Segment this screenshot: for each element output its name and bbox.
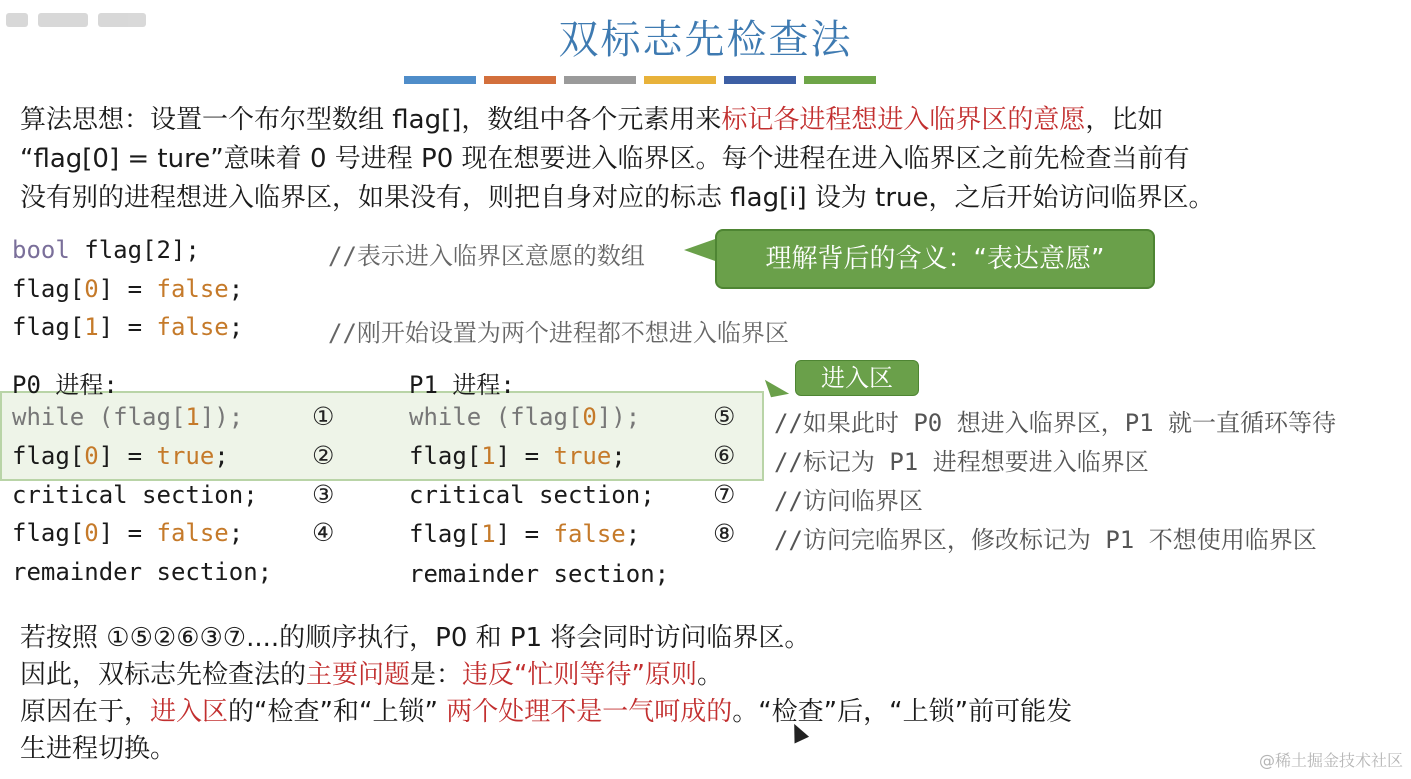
code-comment: //表示进入临界区意愿的数组 — [328, 242, 645, 270]
code-text: flag[2]; — [69, 236, 200, 264]
step-marker: ② — [312, 441, 335, 470]
code-value: true — [156, 442, 215, 470]
code-number: 1 — [185, 403, 200, 431]
code-text: flag[ — [12, 442, 85, 470]
code-comment: //刚开始设置为两个进程都不想进入临界区 — [328, 319, 789, 347]
step-marker: ③ — [312, 480, 335, 509]
code-text: (flag[ — [481, 403, 583, 431]
text: 因此，双标志先检查法的 — [20, 660, 307, 690]
watermark: @稀土掘金技术社区 — [1258, 751, 1403, 770]
para-line: 没有别的进程想进入临界区，如果没有，则把自身对应的标志 flag[i] 设为 true，之后开始访问临界区。 — [20, 183, 1215, 213]
code-text: ; — [611, 442, 626, 470]
color-bar — [644, 76, 716, 84]
conclusion-line — [20, 694, 1350, 731]
code-text: flag[ — [409, 442, 482, 470]
code-comment: //标记为 P1 进程想要进入临界区 — [774, 448, 1149, 476]
code-decl-2 — [12, 275, 243, 303]
code-number: 0 — [582, 403, 597, 431]
code-text: flag[ — [12, 275, 85, 303]
code-keyword: bool — [12, 236, 70, 264]
highlight: 主要问题 — [306, 660, 411, 690]
code-text: ] = — [495, 520, 554, 548]
p0-line-1 — [12, 403, 243, 431]
color-bar — [724, 76, 796, 84]
code-value: false — [156, 519, 229, 547]
code-value: false — [553, 520, 626, 548]
code-value: false — [156, 275, 229, 303]
p1-line-5: remainder section; — [409, 560, 670, 588]
p0-header: P0 进程: — [12, 371, 118, 399]
p1-line-4 — [409, 520, 640, 548]
text: 是： — [410, 660, 463, 690]
color-bar — [804, 76, 876, 84]
highlight: 两个处理不是一气呵成的 — [446, 697, 733, 727]
para-line — [20, 101, 1400, 140]
highlight: 违反“忙则等待”原则 — [462, 660, 697, 690]
code-text: ; — [625, 520, 641, 548]
p1-header: P1 进程: — [409, 371, 515, 399]
code-decl-3 — [12, 313, 243, 341]
callout-meaning: 理解背后的含义：“表达意愿” — [715, 229, 1155, 289]
code-text: ] = — [98, 275, 157, 303]
code-number: 0 — [84, 275, 99, 303]
code-keyword: while — [12, 403, 85, 431]
highlight: 进入区 — [150, 697, 229, 727]
code-comment: //访问临界区 — [774, 487, 923, 515]
p0-line-5: remainder section; — [12, 558, 273, 586]
conclusion-text — [20, 620, 1350, 768]
code-value: true — [553, 442, 612, 470]
code-number: 0 — [84, 442, 99, 470]
code-text: ]); — [596, 403, 641, 431]
text: 的“检查”和“上锁” — [228, 697, 447, 727]
text: 原因在于， — [20, 697, 151, 727]
code-text: ] = — [495, 442, 554, 470]
code-decl-1 — [12, 236, 200, 264]
p0-line-4 — [12, 519, 243, 547]
code-text: ] = — [98, 313, 157, 341]
code-number: 0 — [84, 519, 99, 547]
code-text: ]); — [199, 403, 244, 431]
p1-line-1 — [409, 403, 640, 431]
code-comment: //访问完临界区，修改标记为 P1 不想使用临界区 — [774, 526, 1317, 554]
code-value: false — [156, 313, 229, 341]
step-marker: ① — [312, 402, 335, 431]
code-number: 1 — [481, 520, 496, 548]
code-text: ] = — [98, 519, 157, 547]
p0-line-3: critical section; — [12, 481, 258, 509]
step-marker: ⑧ — [713, 519, 736, 548]
step-marker: ⑦ — [713, 480, 736, 509]
code-text: ] = — [98, 442, 157, 470]
color-bar — [404, 76, 476, 84]
p1-line-3: critical section; — [409, 481, 655, 509]
p0-line-2 — [12, 442, 229, 470]
para-text: ，比如 — [1085, 105, 1164, 135]
code-text: ; — [228, 275, 244, 303]
code-keyword: while — [409, 403, 482, 431]
color-bar — [484, 76, 556, 84]
para-highlight: 标记各进程想进入临界区的意愿 — [721, 105, 1086, 135]
code-number: 1 — [481, 442, 496, 470]
code-comment: //如果此时 P0 想进入临界区，P1 就一直循环等待 — [774, 409, 1337, 437]
code-text: flag[ — [12, 519, 85, 547]
para-line: “flag[0] = ture”意味着 0 号进程 P0 现在想要进入临界区。每个进程在进入临界区之前先检查当前有 — [20, 144, 1190, 174]
code-text: ; — [214, 442, 229, 470]
conclusion-line — [20, 657, 1350, 694]
callout-pointer — [684, 238, 718, 262]
text: 。 — [697, 660, 724, 690]
conclusion-line: 生进程切换。 — [20, 734, 177, 764]
code-text: (flag[ — [84, 403, 186, 431]
step-marker: ⑥ — [713, 441, 736, 470]
conclusion-line: 若按照 ①⑤②⑥③⑦....的顺序执行，P0 和 P1 将会同时访问临界区。 — [20, 623, 811, 653]
code-number: 1 — [84, 313, 99, 341]
algorithm-description — [20, 101, 1400, 218]
para-text: 算法思想：设置一个布尔型数组 flag[]，数组中各个元素用来 — [20, 105, 722, 135]
p1-line-2 — [409, 442, 626, 470]
step-marker: ④ — [312, 518, 335, 547]
code-text: flag[ — [12, 313, 85, 341]
slide-title: 双标志先检查法 — [558, 17, 853, 63]
color-bar — [564, 76, 636, 84]
step-marker: ⑤ — [713, 402, 736, 431]
entry-section-label: 进入区 — [795, 360, 919, 396]
code-text: ; — [228, 519, 244, 547]
text: 。“检查”后，“上锁”前可能发 — [732, 697, 1073, 727]
code-text: flag[ — [409, 520, 482, 548]
code-text: ; — [228, 313, 244, 341]
